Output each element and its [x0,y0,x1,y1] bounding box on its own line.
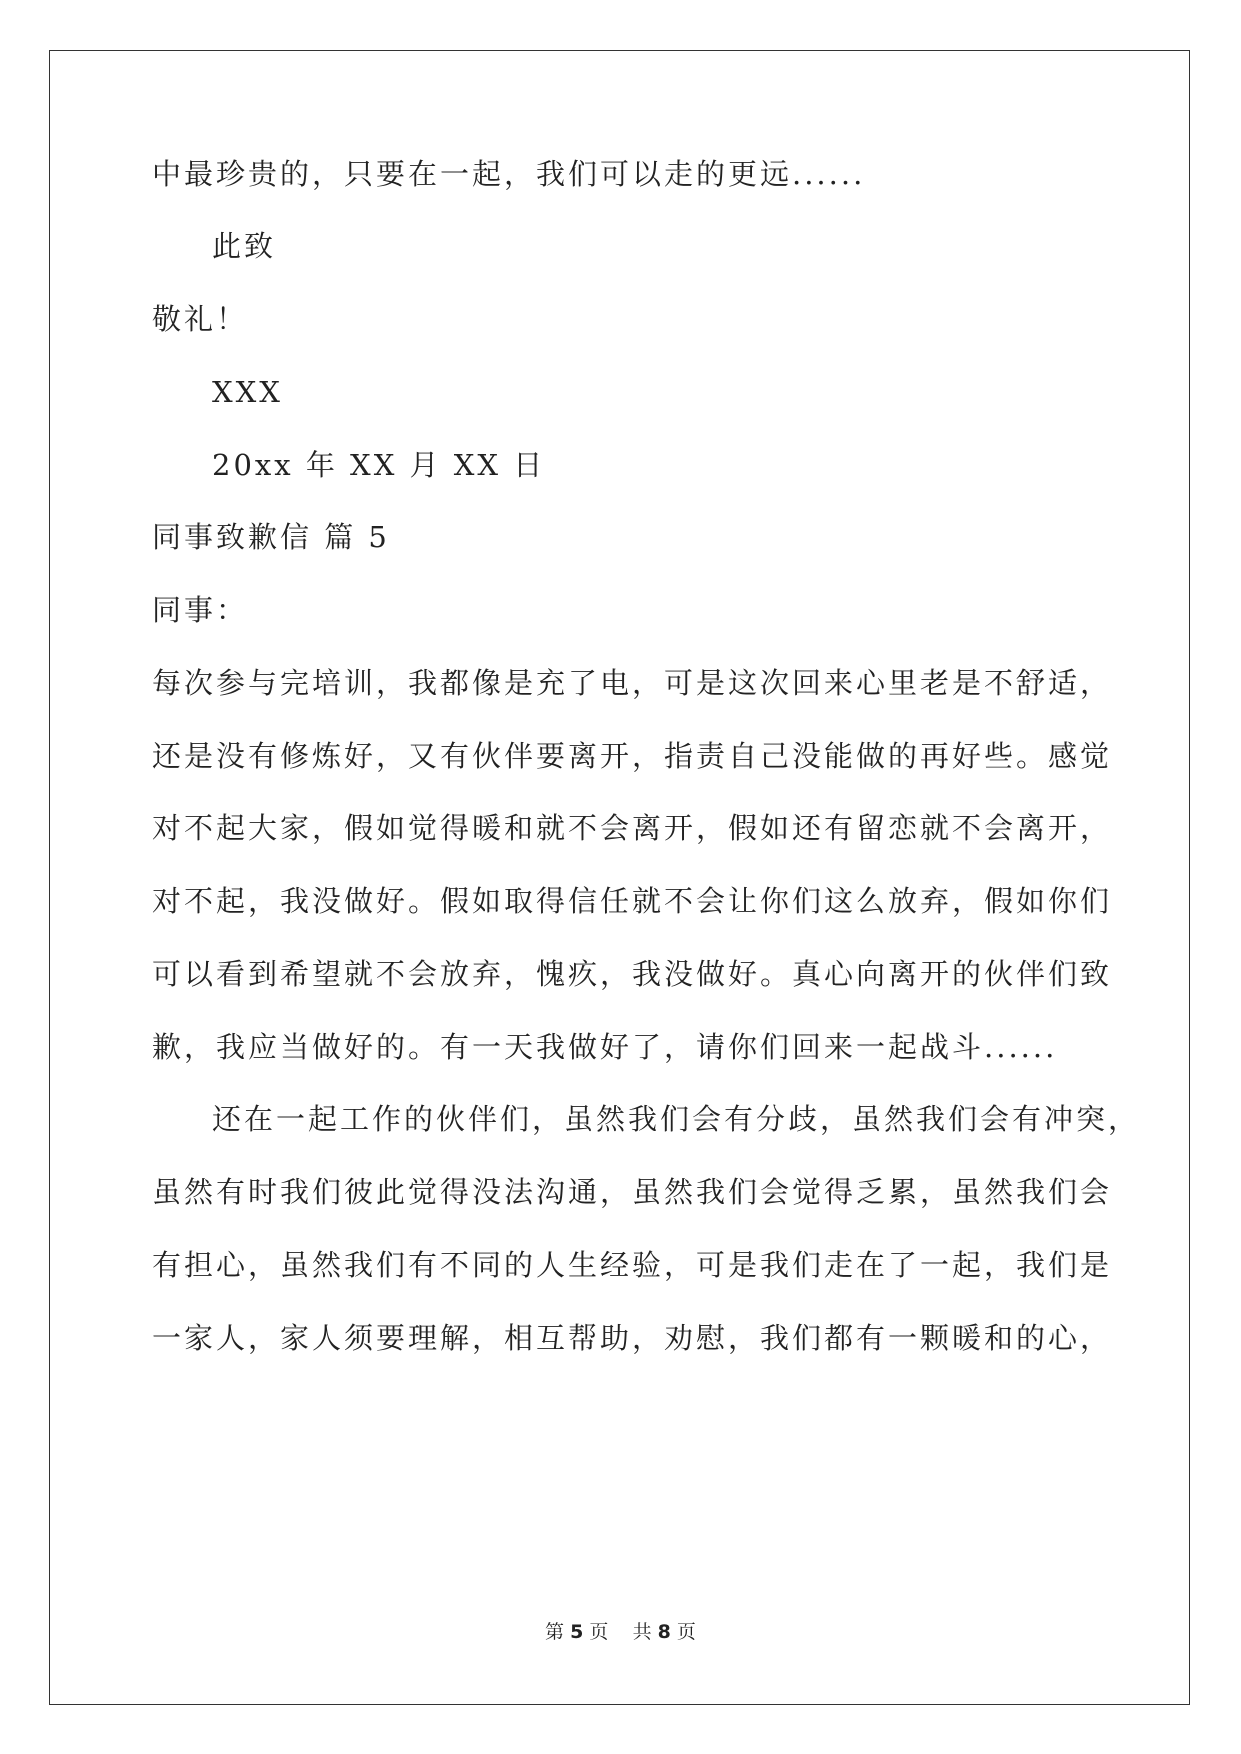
section-heading: 同事致歉信 篇 5 [152,520,390,554]
text-line: 中最珍贵的，只要在一起，我们可以走的更远...... [152,157,866,191]
signature-date: 20xx 年 XX 月 XX 日 [212,448,546,482]
closing-regards: 敬礼！ [152,302,249,336]
page-prefix: 第 [545,1621,565,1643]
text-line: 有担心，虽然我们有不同的人生经验，可是我们走在了一起，我们是 [152,1248,1113,1282]
text-line: 歉，我应当做好的。有一天我做好了，请你们回来一起战斗...... [152,1030,1058,1064]
page-footer [0,1617,1241,1644]
text-line: 虽然有时我们彼此觉得没法沟通，虽然我们会觉得乏累，虽然我们会 [152,1175,1113,1209]
signature-name: XXX [212,375,283,409]
text-line: 一家人，家人须要理解，相互帮助，劝慰，我们都有一颗暖和的心， [152,1321,1113,1355]
total-pages: 8 [657,1621,671,1643]
page-suffix: 页 [589,1621,609,1643]
text-line: 还是没有修炼好，又有伙伴要离开，指责自己没能做的再好些。感觉 [152,739,1113,773]
closing-salutation: 此致 [212,229,277,263]
page-number: 5 [570,1621,584,1643]
total-suffix: 页 [676,1621,696,1643]
text-line: 还在一起工作的伙伴们，虽然我们会有分歧，虽然我们会有冲突， [212,1102,1141,1136]
page-frame [49,50,1190,1705]
text-line: 对不起，我没做好。假如取得信任就不会让你们这么放弃，假如你们 [152,884,1113,918]
letter-greeting: 同事： [152,593,249,627]
text-line: 可以看到希望就不会放弃，愧疚，我没做好。真心向离开的伙伴们致 [152,957,1113,991]
total-prefix: 共 [632,1621,652,1643]
text-line: 每次参与完培训，我都像是充了电，可是这次回来心里老是不舒适， [152,666,1113,700]
text-line: 对不起大家，假如觉得暖和就不会离开，假如还有留恋就不会离开， [152,811,1113,845]
